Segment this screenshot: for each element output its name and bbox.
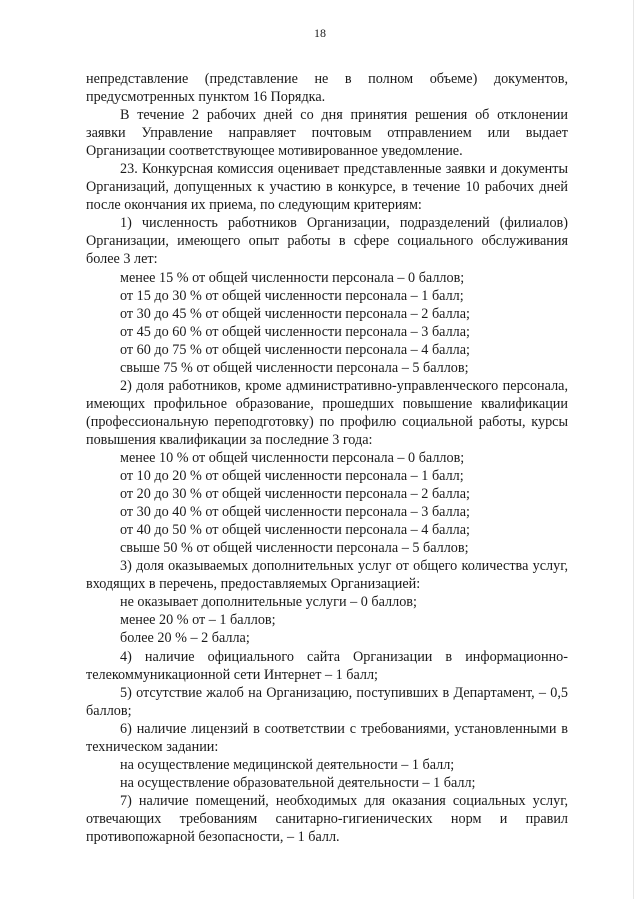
criterion-1-level: менее 15 % от общей численности персонала – 0 баллов;: [120, 269, 465, 286]
criterion-2-level: от 20 до 30 % от общей численности персонала – 2 балла;: [120, 486, 470, 503]
criterion-3-level: не оказывает дополнительные услуги – 0 баллов;: [120, 594, 417, 611]
criterion-1-level: от 30 до 45 % от общей численности персонала – 2 балла;: [120, 305, 470, 322]
criterion-2-level: от 10 до 20 % от общей численности персонала – 1 балл;: [120, 468, 464, 485]
criterion-2-level: от 40 до 50 % от общей численности персонала – 4 балла;: [120, 522, 470, 539]
criterion-7: 7) наличие помещений, необходимых для оказания социальных услуг, отвечающих требованиям санитарно-гигиенических норм и правил противопожарной безопасности, – 1 балл.: [86, 792, 568, 845]
criterion-1-level: от 45 до 60 % от общей численности персонала – 3 балла;: [120, 323, 470, 340]
paragraph-2: 23. Конкурсная комиссия оценивает представленные заявки и документы Организаций, допущенных к участию в конкурсе, в течение 10 рабочих дней после окончания их приема, по следующим критериям:: [86, 161, 568, 214]
paragraph-0: непредставление (представление не в полном объеме) документов, предусмотренных пунктом 16 Порядка.: [86, 71, 568, 106]
criterion-6-license: на осуществление образовательной деятельности – 1 балл;: [120, 774, 476, 791]
criterion-6: 6) наличие лицензий в соответствии с требованиями, установленными в техническом задании:: [86, 720, 568, 755]
criterion-2-level: менее 10 % от общей численности персонала – 0 баллов;: [120, 449, 465, 466]
criterion-3-level: менее 20 % от – 1 баллов;: [120, 612, 276, 629]
paragraph-1: В течение 2 рабочих дней со дня принятия решения об отклонении заявки Управление направляет почтовым отправлением или выдает Организации соответствующее мотивированное уведомление.: [86, 107, 568, 160]
criterion-3: 3) доля оказываемых дополнительных услуг от общего количества услуг, входящих в перечень, предоставляемых Организацией:: [86, 558, 568, 593]
criterion-1-level: от 15 до 30 % от общей численности персонала – 1 балл;: [120, 287, 464, 304]
criterion-4: 4) наличие официального сайта Организации в информационно-телекоммуникационной сети Интернет – 1 балл;: [86, 648, 568, 683]
criterion-5: 5) отсутствие жалоб на Организацию, поступивших в Департамент, – 0,5 баллов;: [86, 684, 568, 719]
criterion-2-level: свыше 50 % от общей численности персонала – 5 баллов;: [120, 540, 469, 557]
criterion-2-level: от 30 до 40 % от общей численности персонала – 3 балла;: [120, 504, 470, 521]
page-number: 18: [314, 26, 326, 40]
scan-edge-line: [633, 0, 634, 899]
criterion-1: 1) численность работников Организации, подразделений (филиалов) Организации, имеющего опыт работы в сфере социального обслуживания более 3 лет:: [86, 215, 568, 268]
criterion-2: 2) доля работников, кроме административно-управленческого персонала, имеющих профильное образование, прошедших повышение квалификации (профессиональную переподготовку) по профилю социальной работы, курсы повышения квалификации за последние 3 года:: [86, 377, 568, 448]
criterion-3-level: более 20 % – 2 балла;: [120, 630, 250, 647]
criterion-1-level: свыше 75 % от общей численности персонала – 5 баллов;: [120, 359, 469, 376]
document-body: [86, 70, 568, 846]
criterion-6-license: на осуществление медицинской деятельности – 1 балл;: [120, 756, 455, 773]
criterion-1-level: от 60 до 75 % от общей численности персонала – 4 балла;: [120, 341, 470, 358]
